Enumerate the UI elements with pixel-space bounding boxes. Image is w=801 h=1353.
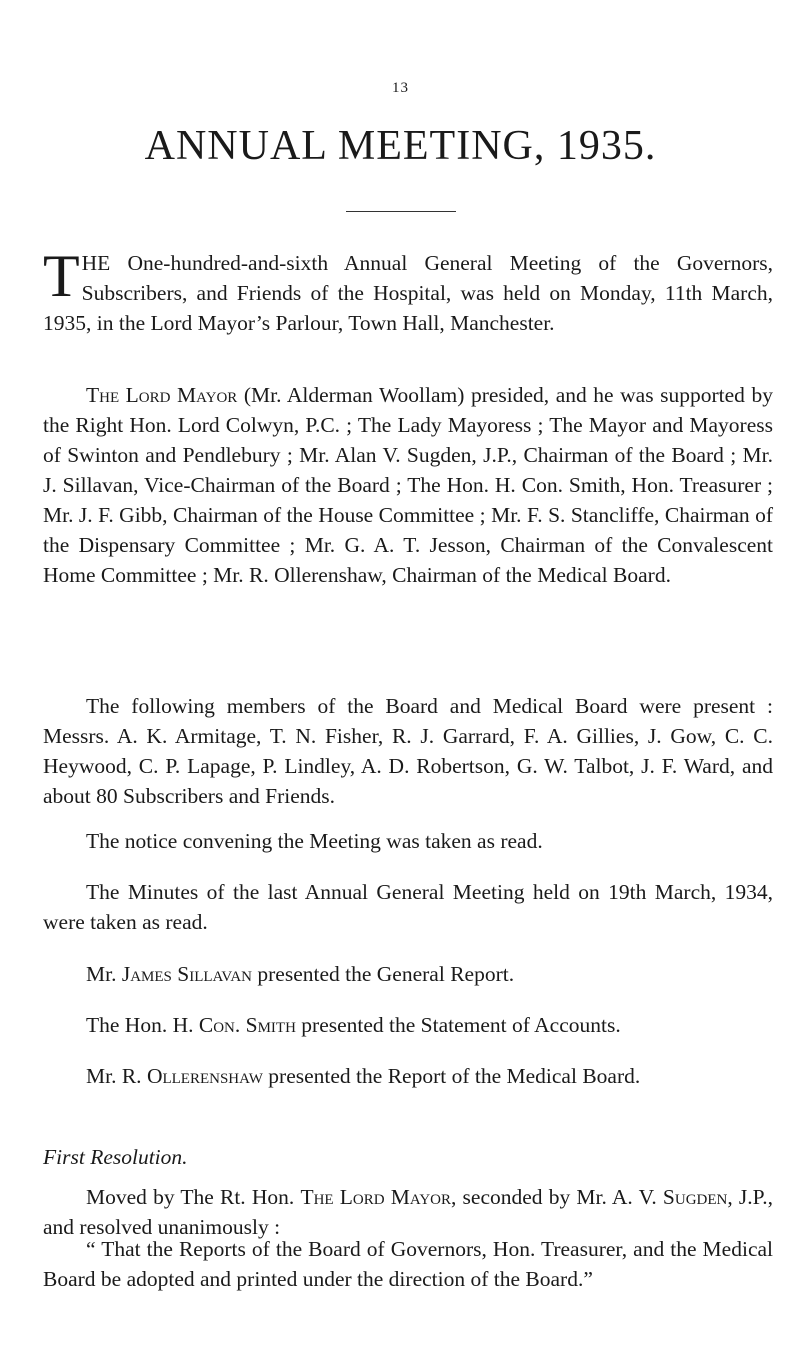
members-text: The following members of the Board and Medical Board were present : Messrs. A. K. Armitage, T. N. Fisher, R. J. Garrard, F. A. Gillies, J. Gow, C. C. Heywood, C. P. Lapage, P. Lindley, A. D. Robertson, G. W. Talbot, J. F. Ward, and about 80 Subscribers and Friends. — [43, 694, 773, 808]
general-report-paragraph — [43, 959, 773, 989]
moved-mid: , seconded by Mr. A. V. — [451, 1185, 663, 1209]
page-number: 13 — [392, 80, 409, 96]
seconded-by-name: Sugden — [662, 1185, 728, 1209]
notice-text: The notice convening the Meeting was taken as read. — [86, 829, 543, 853]
minutes-paragraph — [43, 877, 773, 937]
presided-paragraph — [43, 380, 773, 590]
first-resolution-moved — [43, 1182, 773, 1242]
intro-first-word: HE — [81, 251, 111, 275]
intro-paragraph — [43, 243, 773, 338]
notice-paragraph — [43, 826, 773, 856]
members-paragraph — [43, 691, 773, 811]
title-divider — [346, 211, 456, 212]
presided-text: (Mr. Alderman Woollam) presided, and he was supported by the Right Hon. Lord Colwyn, P.C. ; The Lady Mayoress ; The Mayor and Mayoress of Swinton and Pendlebury ; Mr. Alan V. Sugden, J.P., Chairman of the Board ; Mr. J. Sillavan, Vice-Chairman of the Board ; The Hon. H. Con. Smith, Hon. Treasurer ; Mr. J. F. Gibb, Chairman of the House Committee ; Mr. F. S. Stancliffe, Chairman of the Dispensary Committee ; Mr. G. A. T. Jesson, Chairman of the Convalescent Home Committee ; Mr. R. Ollerenshaw, Chairman of the Medical Board. — [43, 383, 773, 587]
accounts-paragraph — [43, 1010, 773, 1040]
moved-suffix: , J.P., and resolved unanimously : — [43, 1185, 773, 1239]
first-resolution-heading: First Resolution. — [43, 1145, 188, 1169]
medical-report-paragraph — [43, 1061, 773, 1091]
first-resolution-quote — [43, 1234, 773, 1294]
resolution-quote-text: “ That the Reports of the Board of Governors, Hon. Treasurer, and the Medical Board be adopted and printed under the direction of the Board.” — [43, 1237, 773, 1291]
general-report-text: presented the General Report. — [252, 962, 515, 986]
medical-report-text: presented the Report of the Medical Board. — [262, 1064, 641, 1088]
accounts-text: presented the Statement of Accounts. — [295, 1013, 621, 1037]
accounts-prefix: The Hon. H. — [86, 1013, 199, 1037]
intro-text: One-hundred-and-sixth Annual General Meeting of the Governors, Subscribers, and Friends of the Hospital, was held on Monday, 11th March, 1935, in the Lord Mayor’s Parlour, Town Hall, Manchester. — [43, 251, 773, 335]
general-report-prefix: Mr. — [86, 962, 122, 986]
general-report-name: James Sillavan — [121, 962, 253, 986]
page-title: ANNUAL MEETING, 1935. — [144, 123, 657, 169]
drop-cap: T — [43, 243, 80, 309]
medical-report-prefix: Mr. R. — [86, 1064, 147, 1088]
minutes-text: The Minutes of the last Annual General Meeting held on 19th March, 1934, were taken as read. — [43, 880, 773, 934]
moved-prefix: Moved by The Rt. Hon. — [86, 1185, 301, 1209]
presided-title: The Lord Mayor — [86, 383, 238, 407]
moved-by-name: The Lord Mayor — [300, 1185, 451, 1209]
accounts-name: Con. Smith — [198, 1013, 296, 1037]
first-resolution-heading-block — [43, 1142, 773, 1172]
medical-report-name: Ollerenshaw — [146, 1064, 263, 1088]
